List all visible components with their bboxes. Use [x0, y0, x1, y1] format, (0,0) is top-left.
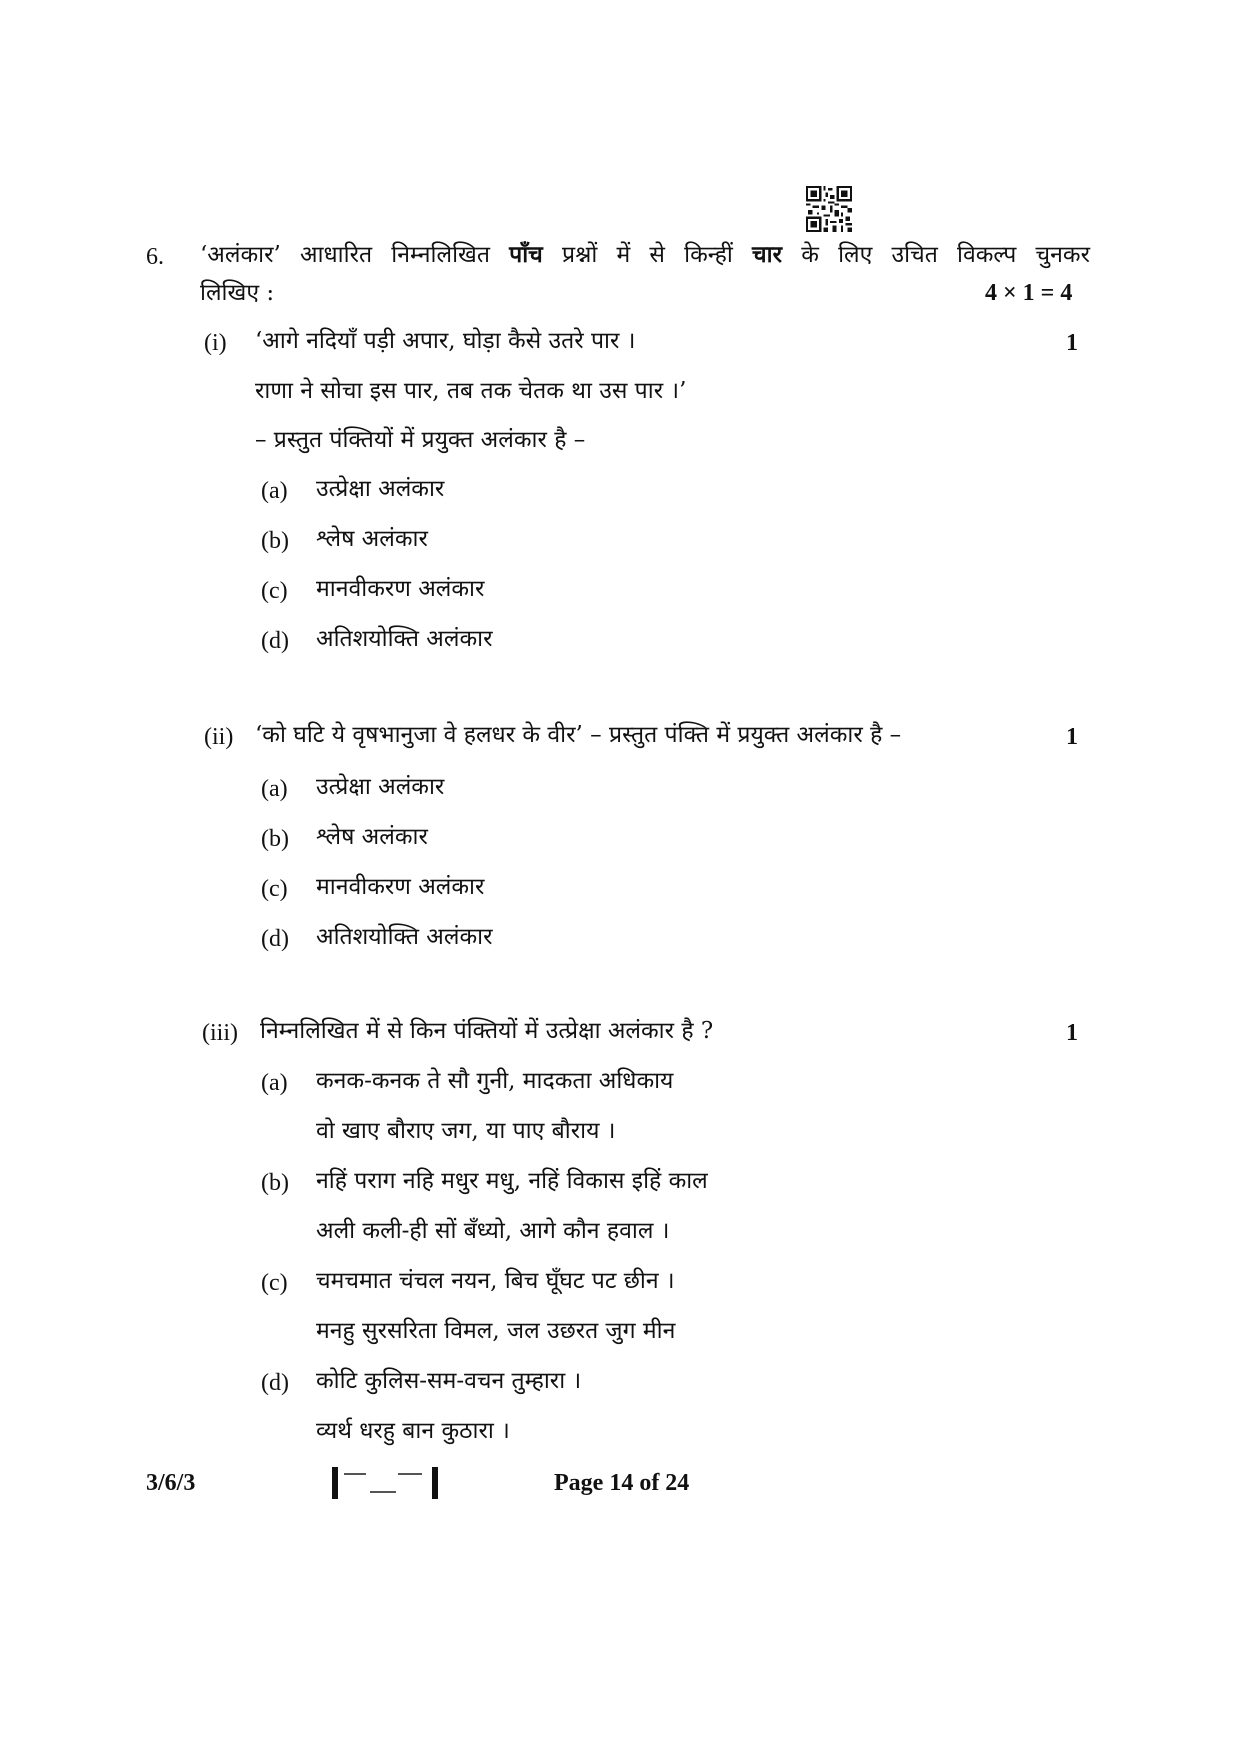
- option-label: (a): [261, 1070, 288, 1096]
- option-label: (b): [261, 826, 289, 852]
- option-label: (d): [261, 628, 289, 654]
- question-number: 6.: [146, 244, 164, 270]
- option-label: (c): [261, 876, 288, 902]
- option-text: श्लेष अलंकार: [316, 824, 428, 850]
- option-text: अली कली-ही सों बँध्यो, आगे कौन हवाल ।: [316, 1218, 670, 1244]
- option-label: (c): [261, 1270, 288, 1296]
- option-text: कनक-कनक ते सौ गुनी, मादकता अधिकाय: [316, 1068, 674, 1094]
- page-number: Page 14 of 24: [554, 1470, 690, 1496]
- option-label: (c): [261, 578, 288, 604]
- option-label: (d): [261, 1370, 289, 1396]
- option-text: अतिशयोक्ति अलंकार: [316, 626, 493, 652]
- question-text-line2: लिखिए :: [200, 280, 275, 306]
- question-bold-five: पाँच: [509, 241, 543, 268]
- subquestion-marks: 1: [1066, 330, 1078, 356]
- subquestion-marks: 1: [1066, 1020, 1078, 1046]
- option-text: मानवीकरण अलंकार: [316, 576, 485, 602]
- question-bold-four: चार: [752, 241, 783, 268]
- subquestion-label: (i): [204, 330, 227, 356]
- option-label: (b): [261, 1170, 289, 1196]
- question-marks: 4 × 1 = 4: [985, 280, 1073, 306]
- barcode-mark: [332, 1467, 438, 1499]
- option-text: कोटि कुलिस-सम-वचन तुम्हारा ।: [316, 1368, 582, 1394]
- option-label: (a): [261, 478, 288, 504]
- paper-code: 3/6/3: [146, 1470, 196, 1496]
- subquestion-line: राणा ने सोचा इस पार, तब तक चेतक था उस पार ।’: [255, 378, 687, 404]
- subquestion-line: ‘को घटि ये वृषभानुजा वे हलधर के वीर’ – प्रस्तुत पंक्ति में प्रयुक्त अलंकार है –: [255, 722, 902, 748]
- option-text: अतिशयोक्ति अलंकार: [316, 924, 493, 950]
- subquestion-label: (ii): [204, 724, 234, 750]
- subquestion-line: ‘आगे नदियाँ पड़ी अपार, घोड़ा कैसे उतरे पार ।: [255, 328, 636, 354]
- question-text-mid: प्रश्नों में से किन्हीं: [542, 242, 753, 268]
- subquestion-line: – प्रस्तुत पंक्तियों में प्रयुक्त अलंकार है –: [255, 427, 586, 453]
- option-label: (d): [261, 926, 289, 952]
- option-text: श्लेष अलंकार: [316, 526, 428, 552]
- question-text-post: के लिए उचित विकल्प चुनकर: [782, 242, 1090, 268]
- option-label: (b): [261, 528, 289, 554]
- subquestion-line: निम्नलिखित में से किन पंक्तियों में उत्प्रेक्षा अलंकार है ?: [260, 1018, 714, 1044]
- option-label: (a): [261, 776, 288, 802]
- question-text-pre: ‘अलंकार’ आधारित निम्नलिखित: [200, 242, 510, 268]
- option-text: उत्प्रेक्षा अलंकार: [316, 476, 445, 502]
- option-text: मनहु सुरसरिता विमल, जल उछरत जुग मीन: [316, 1318, 676, 1344]
- subquestion-marks: 1: [1066, 724, 1078, 750]
- option-text: नहिं पराग नहि मधुर मधु, नहिं विकास इहिं काल: [316, 1168, 708, 1194]
- option-text: वो खाए बौराए जग, या पाए बौराय ।: [316, 1118, 616, 1144]
- qr-code: [806, 186, 852, 232]
- subquestion-label: (iii): [202, 1020, 238, 1046]
- option-text: व्यर्थ धरहु बान कुठारा ।: [316, 1418, 510, 1444]
- option-text: मानवीकरण अलंकार: [316, 874, 485, 900]
- option-text: चमचमात चंचल नयन, बिच घूँघट पट छीन ।: [316, 1268, 675, 1294]
- option-text: उत्प्रेक्षा अलंकार: [316, 774, 445, 800]
- question-text-line1: [200, 240, 1090, 270]
